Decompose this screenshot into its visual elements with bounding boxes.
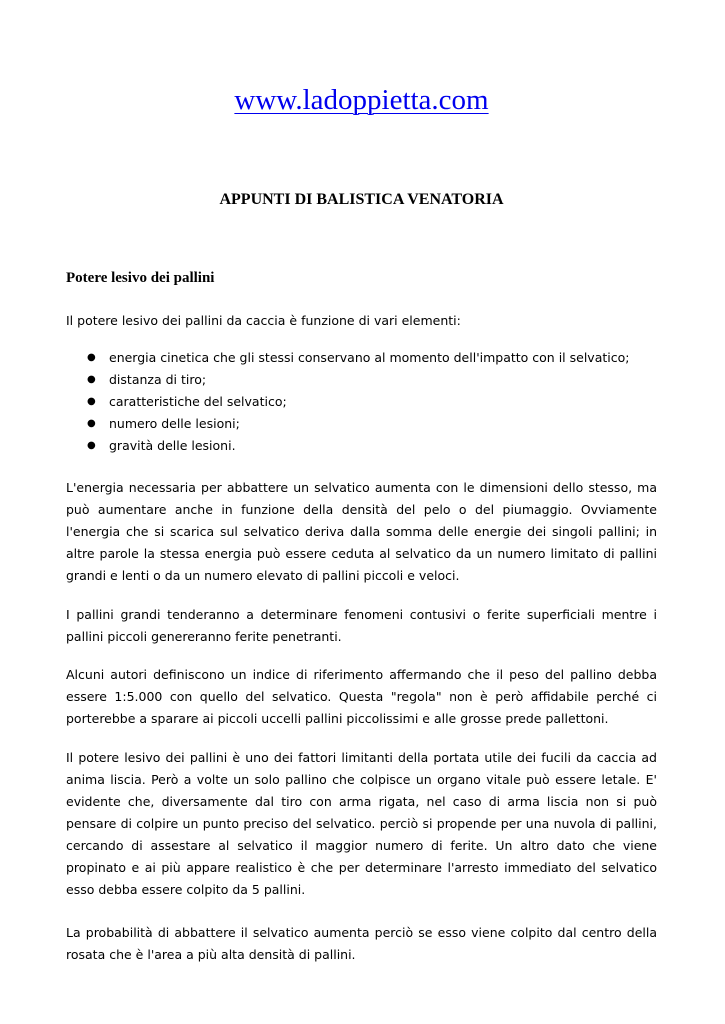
bullet-icon: ● — [87, 352, 96, 363]
paragraph-pellet-size: I pallini grandi tenderanno a determinare fenomeni contusivi o ferite superficiali mentre i pallini piccoli genereranno ferite penetranti. — [66, 607, 657, 644]
intro-text: Il potere lesivo dei pallini da caccia è funzione di vari elementi: — [66, 313, 461, 328]
bullet-icon: ● — [87, 418, 96, 429]
bullet-icon: ● — [87, 440, 96, 451]
list-item-text: distanza di tiro; — [109, 372, 207, 387]
paragraph-pattern-center: La probabilità di abbattere il selvatico aumenta perciò se esso viene colpito dal centro della rosata che è l'area a più alta densità di pallini. — [66, 925, 657, 962]
paragraph-effective-range: Il potere lesivo dei pallini è uno dei fattori limitanti della portata utile dei fucili da caccia ad anima liscia. Però a volte un solo pallino che colpisce un organo vitale può essere letale. E' evidente che, diversamente dal tiro con arma rigata, nel caso di arma liscia non si può pensare di colpire un punto preciso del selvatico. perciò si propende per una nuvola di pallini, cercando di assestare al selvatico il maggior numero di ferite. Un altro dato che viene propinato e ai più appare realistico è che per determinare l'arresto immediato del selvatico esso debba essere colpito da 5 pallini. — [66, 750, 657, 897]
list-item — [66, 347, 657, 369]
list-item-text: gravità delle lesioni. — [109, 438, 236, 453]
bullet-icon: ● — [87, 396, 96, 407]
list-item — [66, 369, 657, 391]
list-item-text: caratteristiche del selvatico; — [109, 394, 287, 409]
paragraph-reference-index: Alcuni autori definiscono un indice di riferimento affermando che il peso del pallino debba essere 1:5.000 con quello del selvatico. Questa "regola" non è però affidabile perché ci porterebbe a sparare ai piccoli uccelli pallini piccolissimi e alle grosse prede pallettoni. — [66, 667, 657, 726]
list-item — [66, 413, 657, 435]
list-item — [66, 435, 657, 457]
document-title: APPUNTI DI BALISTICA VENATORIA — [219, 191, 504, 208]
bullet-list — [66, 347, 657, 457]
section-heading: Potere lesivo dei pallini — [66, 270, 215, 286]
bullet-icon: ● — [87, 374, 96, 385]
list-item-text: energia cinetica che gli stessi conservano al momento dell'impatto con il selvatico; — [109, 350, 630, 365]
list-item — [66, 391, 657, 413]
paragraph-energy: L'energia necessaria per abbattere un selvatico aumenta con le dimensioni dello stesso, ma può aumentare anche in funzione della densità del pelo o del piumaggio. Ovviamente l'energia che si scarica sul selvatico deriva dalla somma delle energie dei singoli pallini; in altre parole la stessa energia può essere ceduta al selvatico da un numero limitato di pallini grandi e lenti o da un numero elevato di pallini piccoli e veloci. — [66, 480, 657, 583]
site-link[interactable]: www.ladoppietta.com — [234, 84, 489, 116]
list-item-text: numero delle lesioni; — [109, 416, 240, 431]
